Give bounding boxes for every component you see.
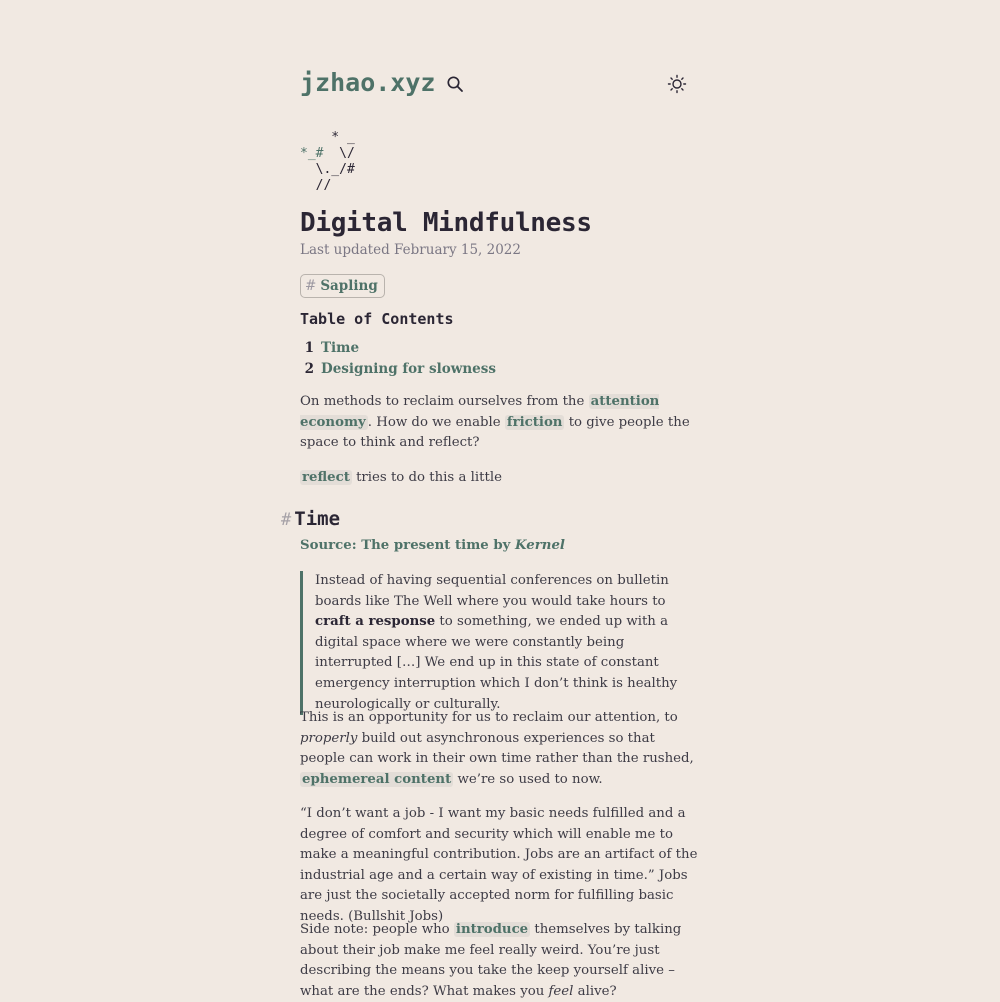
ascii-line-1: * _ bbox=[300, 130, 355, 145]
sun-icon[interactable] bbox=[667, 74, 687, 94]
toc-number: 2 bbox=[304, 360, 314, 377]
toc-number: 1 bbox=[304, 340, 314, 356]
ascii-line-2b: \/ bbox=[323, 146, 355, 161]
text-span: build out asynchronous experiences so that people can work in their own time rather than the rushed, bbox=[300, 730, 694, 767]
ascii-line-2a: *_# bbox=[300, 146, 324, 161]
page-title: Digital Mindfulness bbox=[300, 208, 592, 238]
ascii-line-4: // bbox=[300, 178, 332, 193]
link-friction[interactable]: friction bbox=[506, 414, 563, 430]
italic-text: properly bbox=[300, 730, 358, 746]
heading-anchor-link[interactable]: # bbox=[281, 510, 292, 530]
source-line bbox=[300, 536, 700, 557]
link-source-present-time[interactable] bbox=[300, 538, 565, 553]
text-span: tries to do this a little bbox=[351, 470, 502, 485]
source-author: Kernel bbox=[515, 538, 565, 553]
ascii-line-3: \._/# bbox=[300, 162, 355, 177]
section-heading-time bbox=[281, 508, 340, 530]
attention-paragraph bbox=[300, 708, 700, 790]
tag-label: Sapling bbox=[320, 278, 378, 294]
search-icon[interactable] bbox=[446, 75, 464, 93]
toc-item-designing-for-slowness bbox=[300, 359, 496, 380]
link-ephemereal-content[interactable]: ephemereal content bbox=[302, 771, 452, 787]
intro-paragraph bbox=[300, 392, 700, 454]
source-text: Source: The present time by bbox=[300, 538, 516, 553]
text-span: Instead of having sequential conferences on bulletin boards like The Well where you would take hours to bbox=[315, 573, 669, 609]
tag-hash: # bbox=[305, 278, 317, 294]
italic-text: feel bbox=[548, 983, 574, 999]
text-span: On methods to reclaim ourselves from the bbox=[300, 394, 589, 409]
site-title-link[interactable]: jzhao.xyz bbox=[300, 68, 436, 97]
link-attention-economy[interactable]: attention economy bbox=[300, 394, 660, 430]
text-span: This is an opportunity for us to reclaim our attention, to bbox=[300, 710, 678, 725]
jobs-paragraph: “I don’t want a job - I want my basic needs fulfilled and a degree of comfort and security which will enable me to make a meaningful contribution. Jobs are an artifact of the industrial age and a certain way of existing in time.” Jobs are just the societally accepted norm for fulfilling basic needs. (Bullshit Jobs) bbox=[300, 806, 698, 924]
toc-item-time bbox=[300, 338, 496, 359]
text-span: Side note: people who bbox=[300, 922, 454, 937]
table-of-contents bbox=[300, 338, 496, 379]
text-span: themselves by talking about their job make me feel really weird. You’re just describing the means you take the keep yourself alive – what are the ends? What makes you bbox=[300, 922, 682, 999]
last-updated-date: Last updated February 15, 2022 bbox=[300, 242, 521, 258]
reflect-paragraph bbox=[300, 468, 700, 489]
text-span: . How do we enable bbox=[367, 414, 505, 430]
text-span: we’re so used to now. bbox=[453, 771, 603, 787]
side-note-paragraph bbox=[300, 920, 700, 1002]
text-span: to give people the space to think and reflect? bbox=[300, 414, 690, 451]
toc-link-time[interactable]: Time bbox=[321, 340, 360, 356]
blockquote-kernel bbox=[300, 571, 695, 715]
toc-link-designing-for-slowness[interactable]: Designing for slowness bbox=[321, 360, 496, 377]
bold-text: craft a response bbox=[315, 614, 436, 630]
text-span: to something, we ended up with a digital space where we were constantly being interrupted […] We end up in this state of constant emergency interruption which I don’t think is healthy neurologically or culturally. bbox=[315, 614, 678, 712]
site-header bbox=[300, 64, 690, 104]
link-introduce[interactable]: introduce bbox=[455, 922, 529, 937]
text-span: alive? bbox=[573, 983, 617, 999]
toc-title: Table of Contents bbox=[300, 310, 454, 328]
tag-sapling[interactable] bbox=[300, 274, 385, 298]
heading-text: Time bbox=[294, 508, 341, 530]
ascii-art-logo bbox=[300, 130, 355, 194]
link-reflect[interactable]: reflect bbox=[302, 470, 350, 485]
